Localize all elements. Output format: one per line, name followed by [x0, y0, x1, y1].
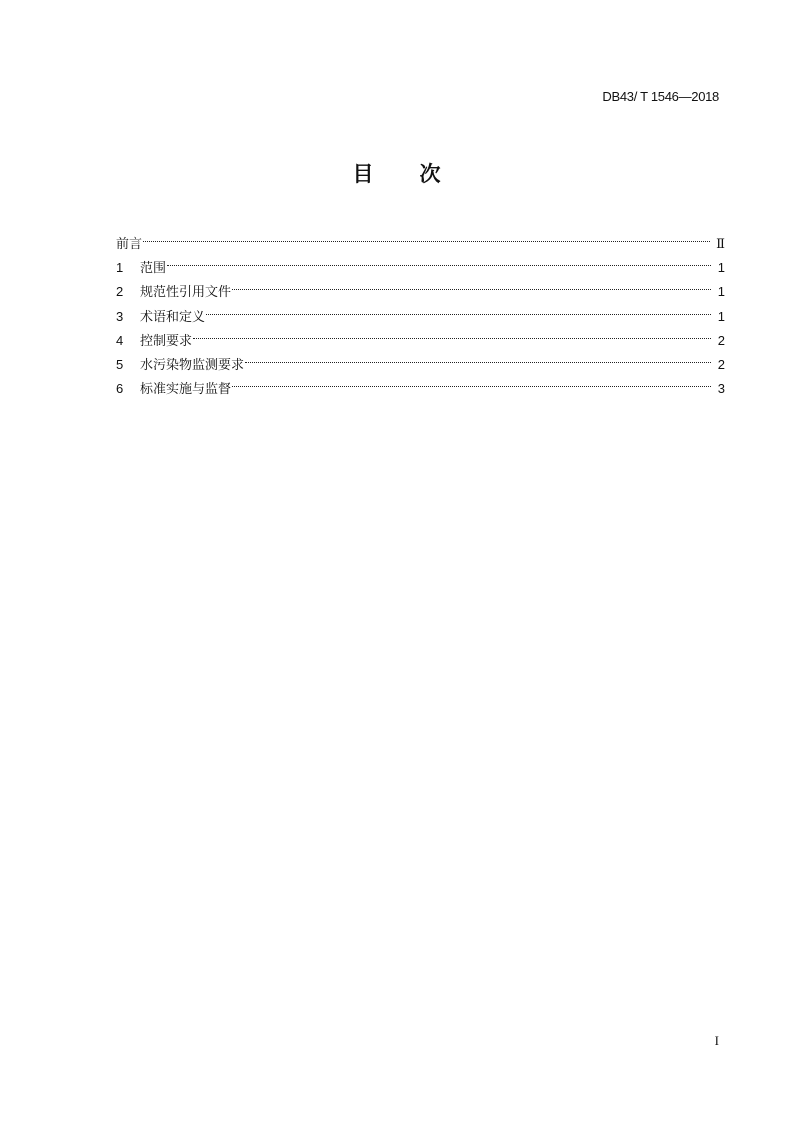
toc-entry-number: 6 [116, 381, 124, 397]
title-char-ci: 次 [419, 162, 441, 186]
toc-entry-page: 3 [717, 381, 725, 397]
toc-entry-label: 范围 [140, 261, 167, 277]
toc-entry-page: 1 [717, 260, 725, 276]
toc-entry-label: 标准实施与监督 [140, 382, 232, 398]
toc-entry-monitoring-requirements[interactable] [116, 349, 725, 373]
toc-entry-label: 控制要求 [140, 333, 193, 349]
toc-entry-implementation-supervision[interactable] [116, 373, 725, 397]
toc-entry-label: 规范性引用文件 [140, 285, 232, 301]
table-of-contents [116, 228, 725, 397]
toc-entry-number: 3 [116, 308, 124, 324]
toc-leader-dots [245, 349, 711, 369]
page-number: I [714, 1033, 719, 1048]
toc-entry-terms-definitions[interactable] [116, 301, 725, 325]
toc-entry-preface[interactable] [116, 228, 725, 252]
toc-leader-dots [206, 301, 711, 321]
standard-code: DB43/ T 1546—2018 [602, 89, 719, 104]
toc-leader-dots [143, 228, 710, 248]
toc-entry-page: 2 [717, 332, 725, 348]
toc-entry-label: 前言 [116, 237, 143, 252]
toc-entry-page: 1 [717, 308, 725, 324]
page-title [0, 158, 793, 188]
title-char-mu: 目 [352, 162, 374, 186]
toc-leader-dots [232, 373, 711, 393]
toc-entry-control-requirements[interactable] [116, 325, 725, 349]
toc-entry-page: 2 [717, 356, 725, 372]
toc-entry-number: 4 [116, 332, 124, 348]
toc-leader-dots [232, 276, 711, 296]
toc-entry-label: 术语和定义 [140, 309, 206, 325]
toc-entry-page: Ⅱ [716, 236, 725, 251]
toc-entry-number: 5 [116, 356, 124, 372]
toc-entry-normative-references[interactable] [116, 276, 725, 300]
toc-leader-dots [193, 325, 711, 345]
toc-entry-number: 2 [116, 284, 124, 300]
toc-entry-page: 1 [717, 284, 725, 300]
toc-entry-scope[interactable] [116, 252, 725, 276]
toc-entry-label: 水污染物监测要求 [140, 357, 245, 373]
toc-leader-dots [167, 252, 711, 272]
toc-entry-number: 1 [116, 260, 124, 276]
